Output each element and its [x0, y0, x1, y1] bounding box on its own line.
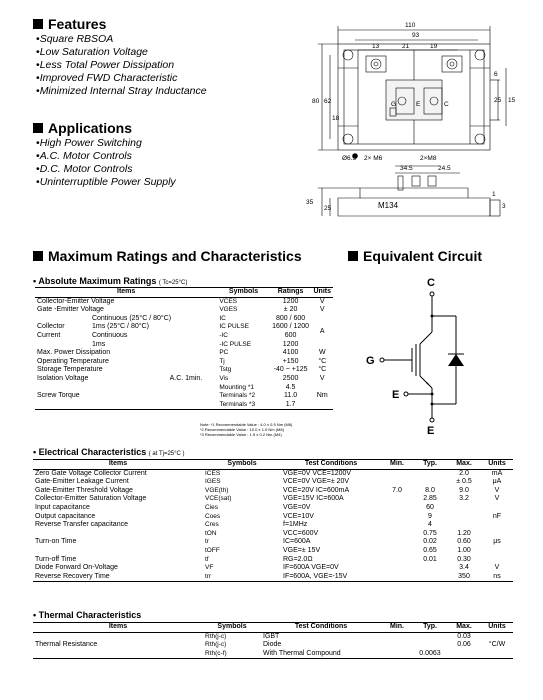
list-item: • Square RBSOA	[36, 33, 207, 46]
dim-21: 21	[402, 43, 410, 50]
table-row: Mounting *1 4.5 Nm	[219, 383, 328, 400]
square-bullet-icon	[33, 251, 43, 261]
abs-max-ratings-title: • Absolute Maximum Ratings ( Tc=25°C)	[33, 276, 188, 286]
dim-3: 3	[502, 203, 506, 210]
table-row: tON VCC=600V 0.75 1.20	[205, 529, 471, 537]
table-row: Gate-Emitter Threshold Voltage VGE(th) VCE=20V IC=600mA 7.0 8.0 9.0 V	[35, 486, 500, 494]
applications-heading: Applications	[33, 120, 176, 136]
dim-19: 19	[430, 43, 438, 50]
dim-345: 34.5	[400, 165, 413, 172]
list-item: • Improved FWD Characteristic	[36, 72, 207, 85]
terminal-e-aux-label: E	[392, 389, 400, 401]
electrical-title: • Electrical Characteristics ( at Tj=25°C )	[33, 447, 185, 457]
table-row: Turn-off Time tf RG=2.0Ω 0.01 0.30	[35, 555, 471, 563]
table-row: Screw Torque Terminals *2 11.0	[37, 392, 298, 400]
dim-93: 93	[412, 32, 420, 39]
dim-18a: 18	[332, 115, 340, 122]
table-row: Thermal Resistance Rth(j-c) IGBT 0.03 °C/W	[35, 632, 506, 649]
square-bullet-icon	[348, 251, 358, 261]
dim-15: 15	[508, 97, 516, 104]
max-ratings-heading: Maximum Ratings and Characteristics	[33, 248, 302, 264]
dim-110: 110	[405, 22, 416, 29]
dim-m8: 2×M8	[420, 155, 437, 162]
terminal-g-label: G	[366, 355, 375, 367]
table-row: Gate -Emitter Voltage VGES ± 20 V	[37, 306, 325, 314]
part-marking: M134	[378, 201, 399, 210]
list-item: • A.C. Motor Controls	[36, 150, 176, 163]
dim-245: 24.5	[438, 165, 451, 172]
dim-80: 80	[312, 98, 320, 105]
table-row: Storage Temperature Tstg -40 ~ +125 °C	[37, 366, 327, 374]
dim-65: Ø6.5	[342, 155, 357, 162]
table-row: Reverse Transfer capacitance Cres f=1MHz 4	[35, 521, 432, 529]
table-row: Diode Forward On-Voltage VF IF=600A VGE=0V 3.4 V	[35, 564, 500, 572]
list-item: • D.C. Motor Controls	[36, 163, 176, 176]
dim-62: 62	[324, 98, 332, 105]
table-row: Rth(j-c) Diode 0.06	[205, 641, 471, 649]
features-list	[36, 33, 207, 98]
table-row: Output capacitance Coes VCE=10V 9 nF	[35, 512, 502, 520]
equivalent-circuit-diagram	[360, 272, 510, 437]
features-section	[33, 16, 207, 98]
list-item: • High Power Switching	[36, 137, 176, 150]
table-row: Zero Gate Voltage Collector Current ICES VGE=0V VCE=1200V 2.0 mA	[35, 469, 503, 477]
square-bullet-icon	[33, 19, 43, 29]
list-item: • Uninterruptible Power Supply	[36, 176, 176, 189]
list-item: • Minimized Internal Stray Inductance	[36, 85, 207, 98]
list-item: • Less Total Power Dissipation	[36, 59, 207, 72]
pin-label-g: G	[391, 101, 397, 108]
pin-label-c: C	[444, 101, 449, 108]
torque-notes: Note: *1 Recommendable Value : 4.0 ± 0.5 Nm (M6) *2 Recommendable Value : 10.0 ± 1.0 Nm (M8) *3 Recommendable Value : 1.5 ± 0.2 Nm (M4)	[200, 422, 293, 437]
thermal-title: • Thermal Characteristics	[33, 610, 142, 620]
table-row: 1ms -IC PULSE 1200	[91, 340, 299, 348]
equivalent-circuit-heading: Equivalent Circuit	[348, 248, 482, 264]
dim-25b: 25	[324, 205, 332, 212]
features-heading: Features	[33, 16, 207, 32]
diode-icon	[448, 354, 464, 366]
dim-25: 25	[494, 97, 502, 104]
table-row: Input capacitance Cies VGE=0V 60	[35, 503, 434, 511]
dim-6: 6	[494, 71, 498, 78]
pin-label-e: E	[416, 101, 421, 108]
electrical-table: Items Symbols Test Conditions Min. Typ. Max. Units Zero Gate Voltage Collector Current ICES VGE=0V VCE=1200V 2.0 mA Gate-Emitter Leakage Current IGES VCE=0V VGE=± 20V ± 0.5 μA Gate-Emitter Threshold Voltage VGE(th) VCE=20V IC=600mA 7.0 8.0 9.0 V Collector-Emitter Saturation Voltage VCE(sat) VGE=15V IC=600A 2.85 3.2 V Input capacitance Cies VGE=0V 60 Output capacitance Coes VCE=10V 9 nF Reverse Transfer capacitance Cres f=1MHz 4 tON VCC=600V 0.75 1.20 Turn-on Time tr IC=600A 0.02 0.60 μs tOFF VGE=± 15V 0.65 1.00 Turn-off Time tf RG=2.0Ω 0.01 0.30 Diode Forward On-Voltage VF IF=600A VGE=0V 3.4 V Reverse Recovery Time trr IF=600A, VGE=-15V 350 ns	[33, 459, 513, 582]
table-row: Collector-Emitter Voltage VCES 1200 V	[37, 297, 325, 305]
terminal-e-label: E	[427, 425, 435, 437]
table-row: Collector-Emitter Saturation Voltage VCE(sat) VGE=15V IC=600A 2.85 3.2 V	[35, 495, 500, 503]
thermal-table: Items Symbols Test Conditions Min. Typ. Max. Units Thermal Resistance Rth(j-c) IGBT 0.03 °C/W Rth(j-c) Diode 0.06 Rth(c-f) With Thermal Compound 0.0063	[33, 622, 513, 659]
dim-35: 35	[306, 199, 314, 206]
terminal-c-label: C	[427, 277, 435, 289]
table-row: Terminals *3 1.7	[35, 401, 333, 410]
table-row: Max. Power Dissipation PC 4100 W	[37, 349, 326, 357]
square-bullet-icon	[33, 123, 43, 133]
table-row: Rth(c-f) With Thermal Compound 0.0063	[33, 650, 513, 659]
dim-13: 13	[372, 43, 380, 50]
list-item: • Low Saturation Voltage	[36, 46, 207, 59]
table-row: Collector 1ms (25°C / 80°C) IC PULSE 1600 / 1200	[37, 323, 310, 331]
table-row: Gate-Emitter Leakage Current IGES VCE=0V VGE=± 20V ± 0.5 μA	[35, 478, 502, 486]
abs-max-ratings-table: Items Symbols Ratings Units Collector-Emitter Voltage VCES 1200 V Gate -Emitter Voltage VGES ± 20 V Continuous (25°C / 80°C) IC 800 / 600 A Collector 1ms (25°C / 80°C) IC PULSE 1600 / 1200 Current Continuous -IC 600 1ms -IC PULSE 1200 Max. Power Dissipation PC 4100 W Operating Temperature Tj +150 °C Storage Temperature Tstg -40 ~ +125 °C Isolation Voltage A.C. 1min. Vis 2500 V Mounting *1 4.5 Nm Screw Torque Terminals *2 11.0 Terminals *3 1.7	[35, 287, 333, 410]
table-row: Continuous (25°C / 80°C) IC 800 / 600 A	[91, 314, 325, 335]
table-row: Reverse Recovery Time trr IF=600A, VGE=-15V 350 ns	[33, 573, 513, 582]
table-row: tOFF VGE=± 15V 0.65 1.00	[205, 546, 471, 554]
applications-list	[36, 137, 176, 189]
dim-m6: 2× M6	[364, 155, 383, 162]
table-row: Turn-on Time tr IC=600A 0.02 0.60 μs	[35, 538, 501, 546]
applications-section	[33, 120, 176, 189]
table-row: Operating Temperature Tj +150 °C	[37, 357, 327, 365]
table-row: Current Continuous -IC 600	[37, 331, 297, 339]
package-outline-drawing	[300, 8, 520, 223]
dim-1: 1	[492, 191, 496, 198]
table-row: Isolation Voltage A.C. 1min. Vis 2500 V	[37, 374, 325, 382]
